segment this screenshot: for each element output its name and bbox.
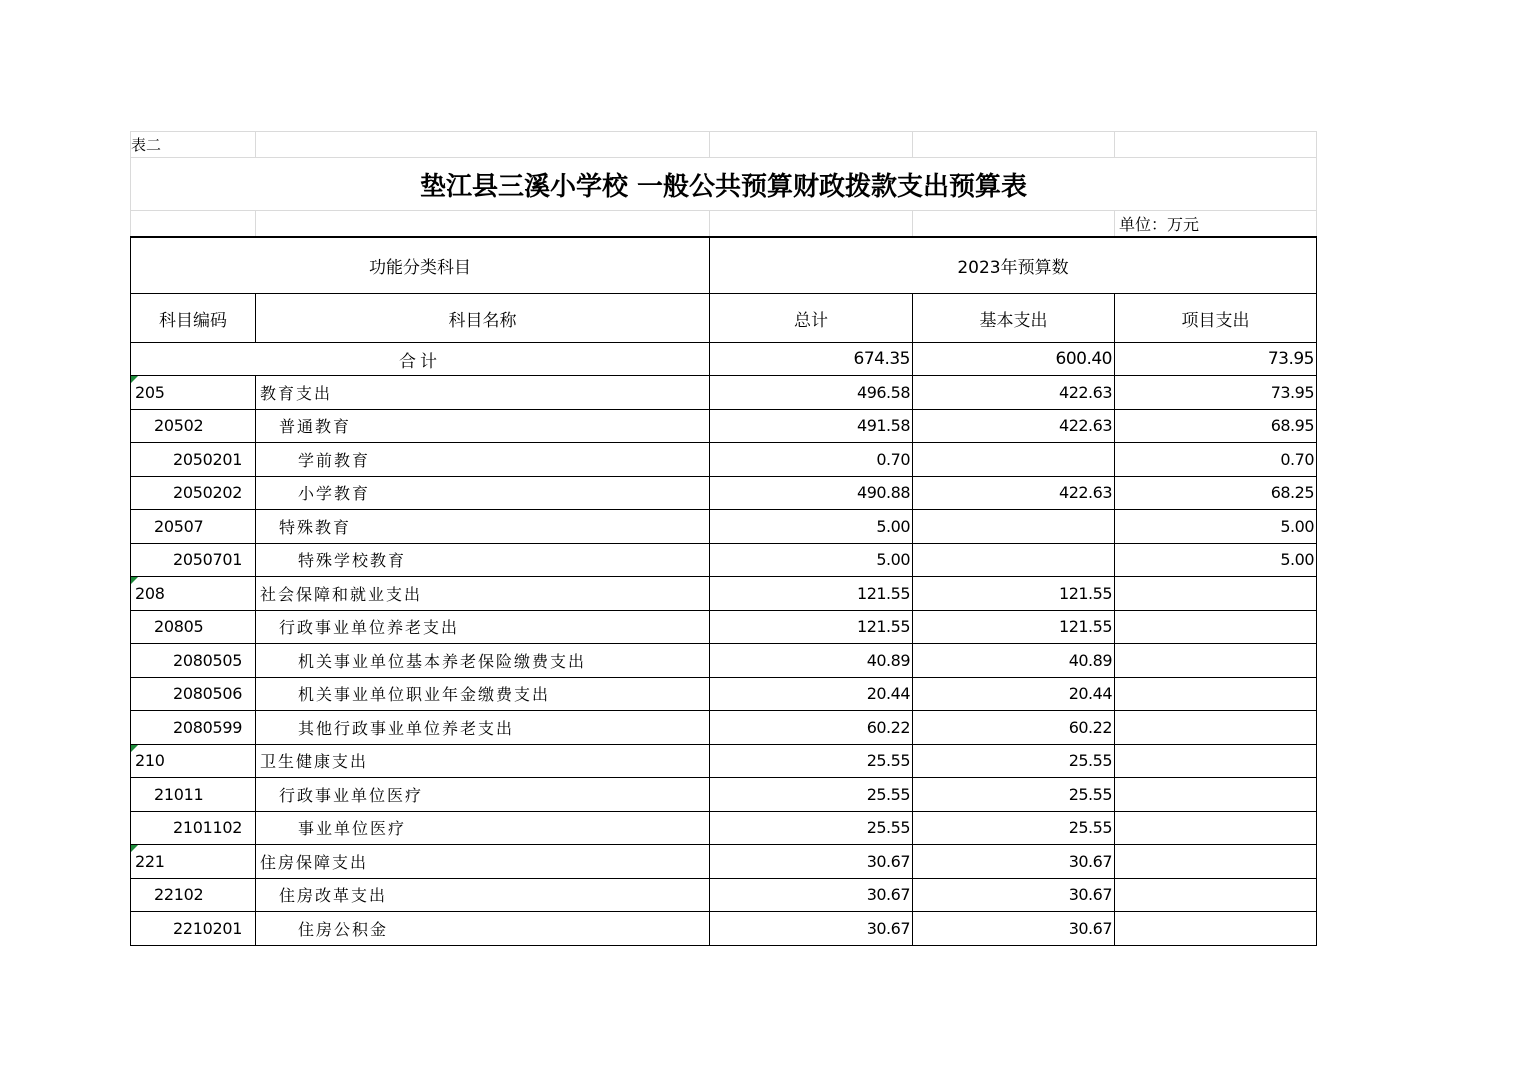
table-row <box>131 577 1317 611</box>
header-row-1 <box>131 237 1317 294</box>
row-basic: 121.55 <box>913 577 1115 611</box>
row-name: 教育支出 <box>256 376 710 410</box>
row-code: 205 <box>131 376 256 410</box>
row-name: 特殊教育 <box>256 510 710 544</box>
row-total: 0.70 <box>710 443 913 477</box>
table-row <box>131 845 1317 879</box>
row-basic: 30.67 <box>913 845 1115 879</box>
row-total: 25.55 <box>710 811 913 845</box>
functional-category-header: 功能分类科目 <box>131 237 710 294</box>
basic-header: 基本支出 <box>913 294 1115 343</box>
row-code: 2080506 <box>131 677 256 711</box>
unit-label: 单位：万元 <box>1115 211 1317 237</box>
row-name: 行政事业单位养老支出 <box>256 610 710 644</box>
header-row-2 <box>131 294 1317 343</box>
row-name: 卫生健康支出 <box>256 744 710 778</box>
row-basic: 30.67 <box>913 878 1115 912</box>
row-total: 496.58 <box>710 376 913 410</box>
row-total: 5.00 <box>710 510 913 544</box>
row-basic: 422.63 <box>913 409 1115 443</box>
row-project: 5.00 <box>1115 543 1317 577</box>
table-row <box>131 677 1317 711</box>
page-title: 垫江县三溪小学校 一般公共预算财政拨款支出预算表 <box>131 158 1317 211</box>
row-code: 2210201 <box>131 912 256 946</box>
table-row <box>131 409 1317 443</box>
row-basic <box>913 510 1115 544</box>
row-basic <box>913 443 1115 477</box>
table-row <box>131 778 1317 812</box>
row-name: 机关事业单位职业年金缴费支出 <box>256 677 710 711</box>
row-total: 40.89 <box>710 644 913 678</box>
row-total: 20.44 <box>710 677 913 711</box>
row-code: 20805 <box>131 610 256 644</box>
row-name: 住房改革支出 <box>256 878 710 912</box>
row-total: 25.55 <box>710 778 913 812</box>
row-project: 68.95 <box>1115 409 1317 443</box>
row-code: 2050701 <box>131 543 256 577</box>
table-row <box>131 543 1317 577</box>
table-row <box>131 376 1317 410</box>
row-name: 机关事业单位基本养老保险缴费支出 <box>256 644 710 678</box>
summary-row <box>131 343 1317 376</box>
row-project <box>1115 744 1317 778</box>
summary-total: 674.35 <box>710 343 913 376</box>
table-row <box>131 878 1317 912</box>
row-project: 5.00 <box>1115 510 1317 544</box>
project-header: 项目支出 <box>1115 294 1317 343</box>
row-total: 60.22 <box>710 711 913 745</box>
row-project <box>1115 610 1317 644</box>
table-row <box>131 510 1317 544</box>
row-code: 22102 <box>131 878 256 912</box>
row-basic: 121.55 <box>913 610 1115 644</box>
row-project <box>1115 778 1317 812</box>
total-header: 总计 <box>710 294 913 343</box>
row-name: 事业单位医疗 <box>256 811 710 845</box>
row-project <box>1115 677 1317 711</box>
row-project: 0.70 <box>1115 443 1317 477</box>
row-total: 5.00 <box>710 543 913 577</box>
row-basic: 422.63 <box>913 476 1115 510</box>
row-name: 住房保障支出 <box>256 845 710 879</box>
row-name: 特殊学校教育 <box>256 543 710 577</box>
budget-year-header: 2023年预算数 <box>710 237 1317 294</box>
row-basic: 20.44 <box>913 677 1115 711</box>
table-row <box>131 912 1317 946</box>
row-total: 30.67 <box>710 912 913 946</box>
row-total: 25.55 <box>710 744 913 778</box>
name-header: 科目名称 <box>256 294 710 343</box>
row-project <box>1115 644 1317 678</box>
row-code: 208 <box>131 577 256 611</box>
row-basic: 25.55 <box>913 811 1115 845</box>
row-project <box>1115 912 1317 946</box>
cell-marker-icon <box>131 745 138 752</box>
row-code: 2080599 <box>131 711 256 745</box>
row-code: 221 <box>131 845 256 879</box>
row-code: 20502 <box>131 409 256 443</box>
row-basic: 25.55 <box>913 778 1115 812</box>
row-name: 其他行政事业单位养老支出 <box>256 711 710 745</box>
table-row <box>131 744 1317 778</box>
row-name: 社会保障和就业支出 <box>256 577 710 611</box>
row-code: 20507 <box>131 510 256 544</box>
row-total: 121.55 <box>710 610 913 644</box>
row-total: 490.88 <box>710 476 913 510</box>
row-project <box>1115 711 1317 745</box>
summary-project: 73.95 <box>1115 343 1317 376</box>
row-name: 小学教育 <box>256 476 710 510</box>
row-name: 行政事业单位医疗 <box>256 778 710 812</box>
row-basic: 40.89 <box>913 644 1115 678</box>
row-project <box>1115 845 1317 879</box>
table-row <box>131 443 1317 477</box>
row-basic <box>913 543 1115 577</box>
row-project <box>1115 878 1317 912</box>
row-code: 2101102 <box>131 811 256 845</box>
label-row <box>131 132 1317 158</box>
row-code: 210 <box>131 744 256 778</box>
row-total: 30.67 <box>710 845 913 879</box>
cell-marker-icon <box>131 577 138 584</box>
row-total: 30.67 <box>710 878 913 912</box>
table-row <box>131 811 1317 845</box>
code-header: 科目编码 <box>131 294 256 343</box>
row-basic: 422.63 <box>913 376 1115 410</box>
table-row <box>131 644 1317 678</box>
row-project: 68.25 <box>1115 476 1317 510</box>
table-row <box>131 476 1317 510</box>
title-row <box>131 158 1317 211</box>
row-code: 2080505 <box>131 644 256 678</box>
table-label: 表二 <box>131 132 256 158</box>
row-total: 121.55 <box>710 577 913 611</box>
row-code: 2050201 <box>131 443 256 477</box>
row-code: 21011 <box>131 778 256 812</box>
unit-row <box>131 211 1317 237</box>
table-row <box>131 610 1317 644</box>
row-name: 住房公积金 <box>256 912 710 946</box>
cell-marker-icon <box>131 376 138 383</box>
table-row <box>131 711 1317 745</box>
summary-basic: 600.40 <box>913 343 1115 376</box>
row-name: 学前教育 <box>256 443 710 477</box>
summary-label: 合计 <box>131 343 710 376</box>
row-basic: 30.67 <box>913 912 1115 946</box>
cell-marker-icon <box>131 845 138 852</box>
row-basic: 25.55 <box>913 744 1115 778</box>
row-basic: 60.22 <box>913 711 1115 745</box>
row-code: 2050202 <box>131 476 256 510</box>
row-project <box>1115 811 1317 845</box>
row-total: 491.58 <box>710 409 913 443</box>
row-project: 73.95 <box>1115 376 1317 410</box>
budget-table <box>130 131 1317 946</box>
row-project <box>1115 577 1317 611</box>
row-name: 普通教育 <box>256 409 710 443</box>
